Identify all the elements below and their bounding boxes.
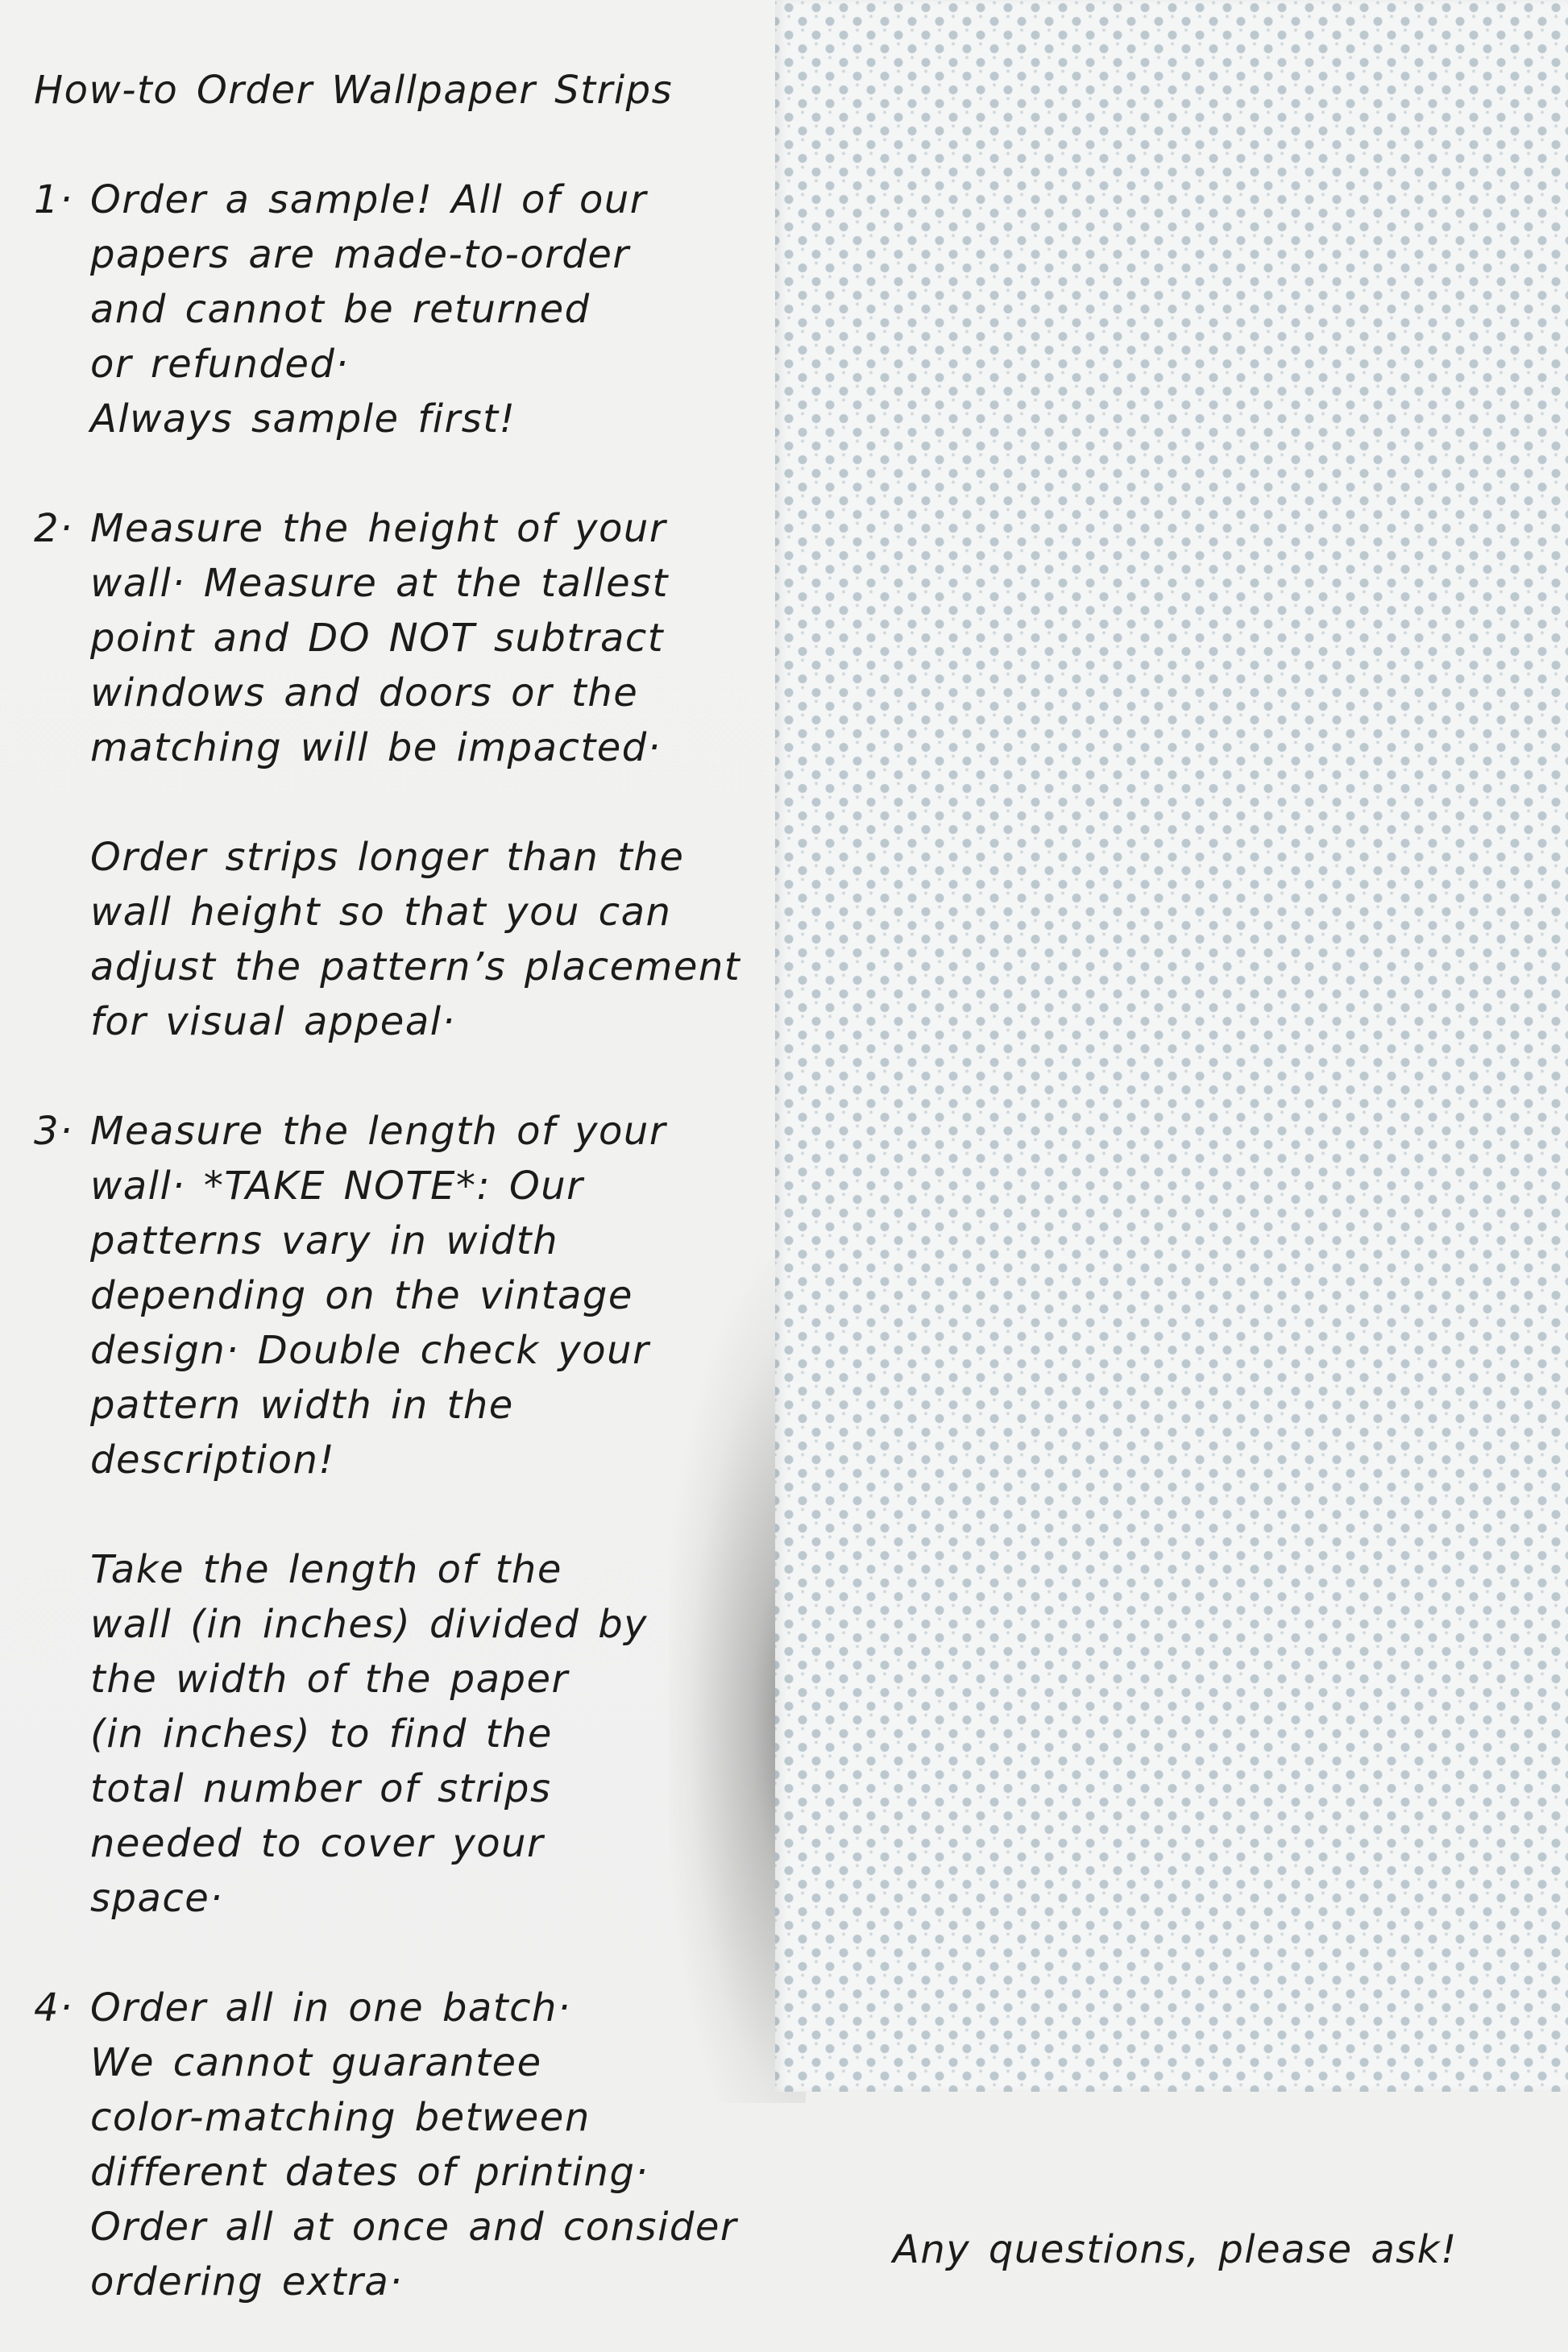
step-paragraph: Measure the length of your wall· *TAKE NOTE*: Our patterns vary in width depending on the vintage design· Double check your pattern width in the description! <box>90 1109 667 1483</box>
step-number: 1· <box>34 177 73 222</box>
closing-note: Any questions, please ask! <box>893 2227 1458 2272</box>
step-1 <box>34 172 775 446</box>
wallpaper-strip-preview <box>775 0 1568 2092</box>
step-paragraph: Order a sample! All of our papers are made-to-order and cannot be returned or refunded· <box>90 177 648 387</box>
step-2 <box>34 501 775 1049</box>
step-paragraph: Measure the height of your wall· Measure at the tallest point and DO NOT subtract windows and doors or the matching will be impacted· <box>90 506 669 770</box>
page-title: How-to Order Wallpaper Strips <box>34 68 674 113</box>
step-paragraph: Order all in one batch· We cannot guarantee color-matching between different dates of printing· Order all at once and consider ordering extra· <box>90 1985 738 2304</box>
step-body <box>90 501 775 1049</box>
step-paragraph: Order strips longer than the wall height so that you can adjust the pattern’s placement for visual appeal· <box>90 835 741 1044</box>
step-number: 3· <box>34 1109 73 1154</box>
step-body <box>90 1981 775 2309</box>
step-paragraph: Always sample first! <box>90 396 516 442</box>
step-body <box>90 1104 775 1926</box>
instructions-column <box>34 63 775 2352</box>
step-number: 2· <box>34 506 73 551</box>
step-paragraph: Take the length of the wall (in inches) divided by the width of the paper (in inches) to find the total number of strips needed to cover your space· <box>90 1547 649 1921</box>
step-body <box>90 172 775 446</box>
step-3 <box>34 1104 775 1926</box>
step-4 <box>34 1981 775 2309</box>
step-number: 4· <box>34 1985 73 2031</box>
